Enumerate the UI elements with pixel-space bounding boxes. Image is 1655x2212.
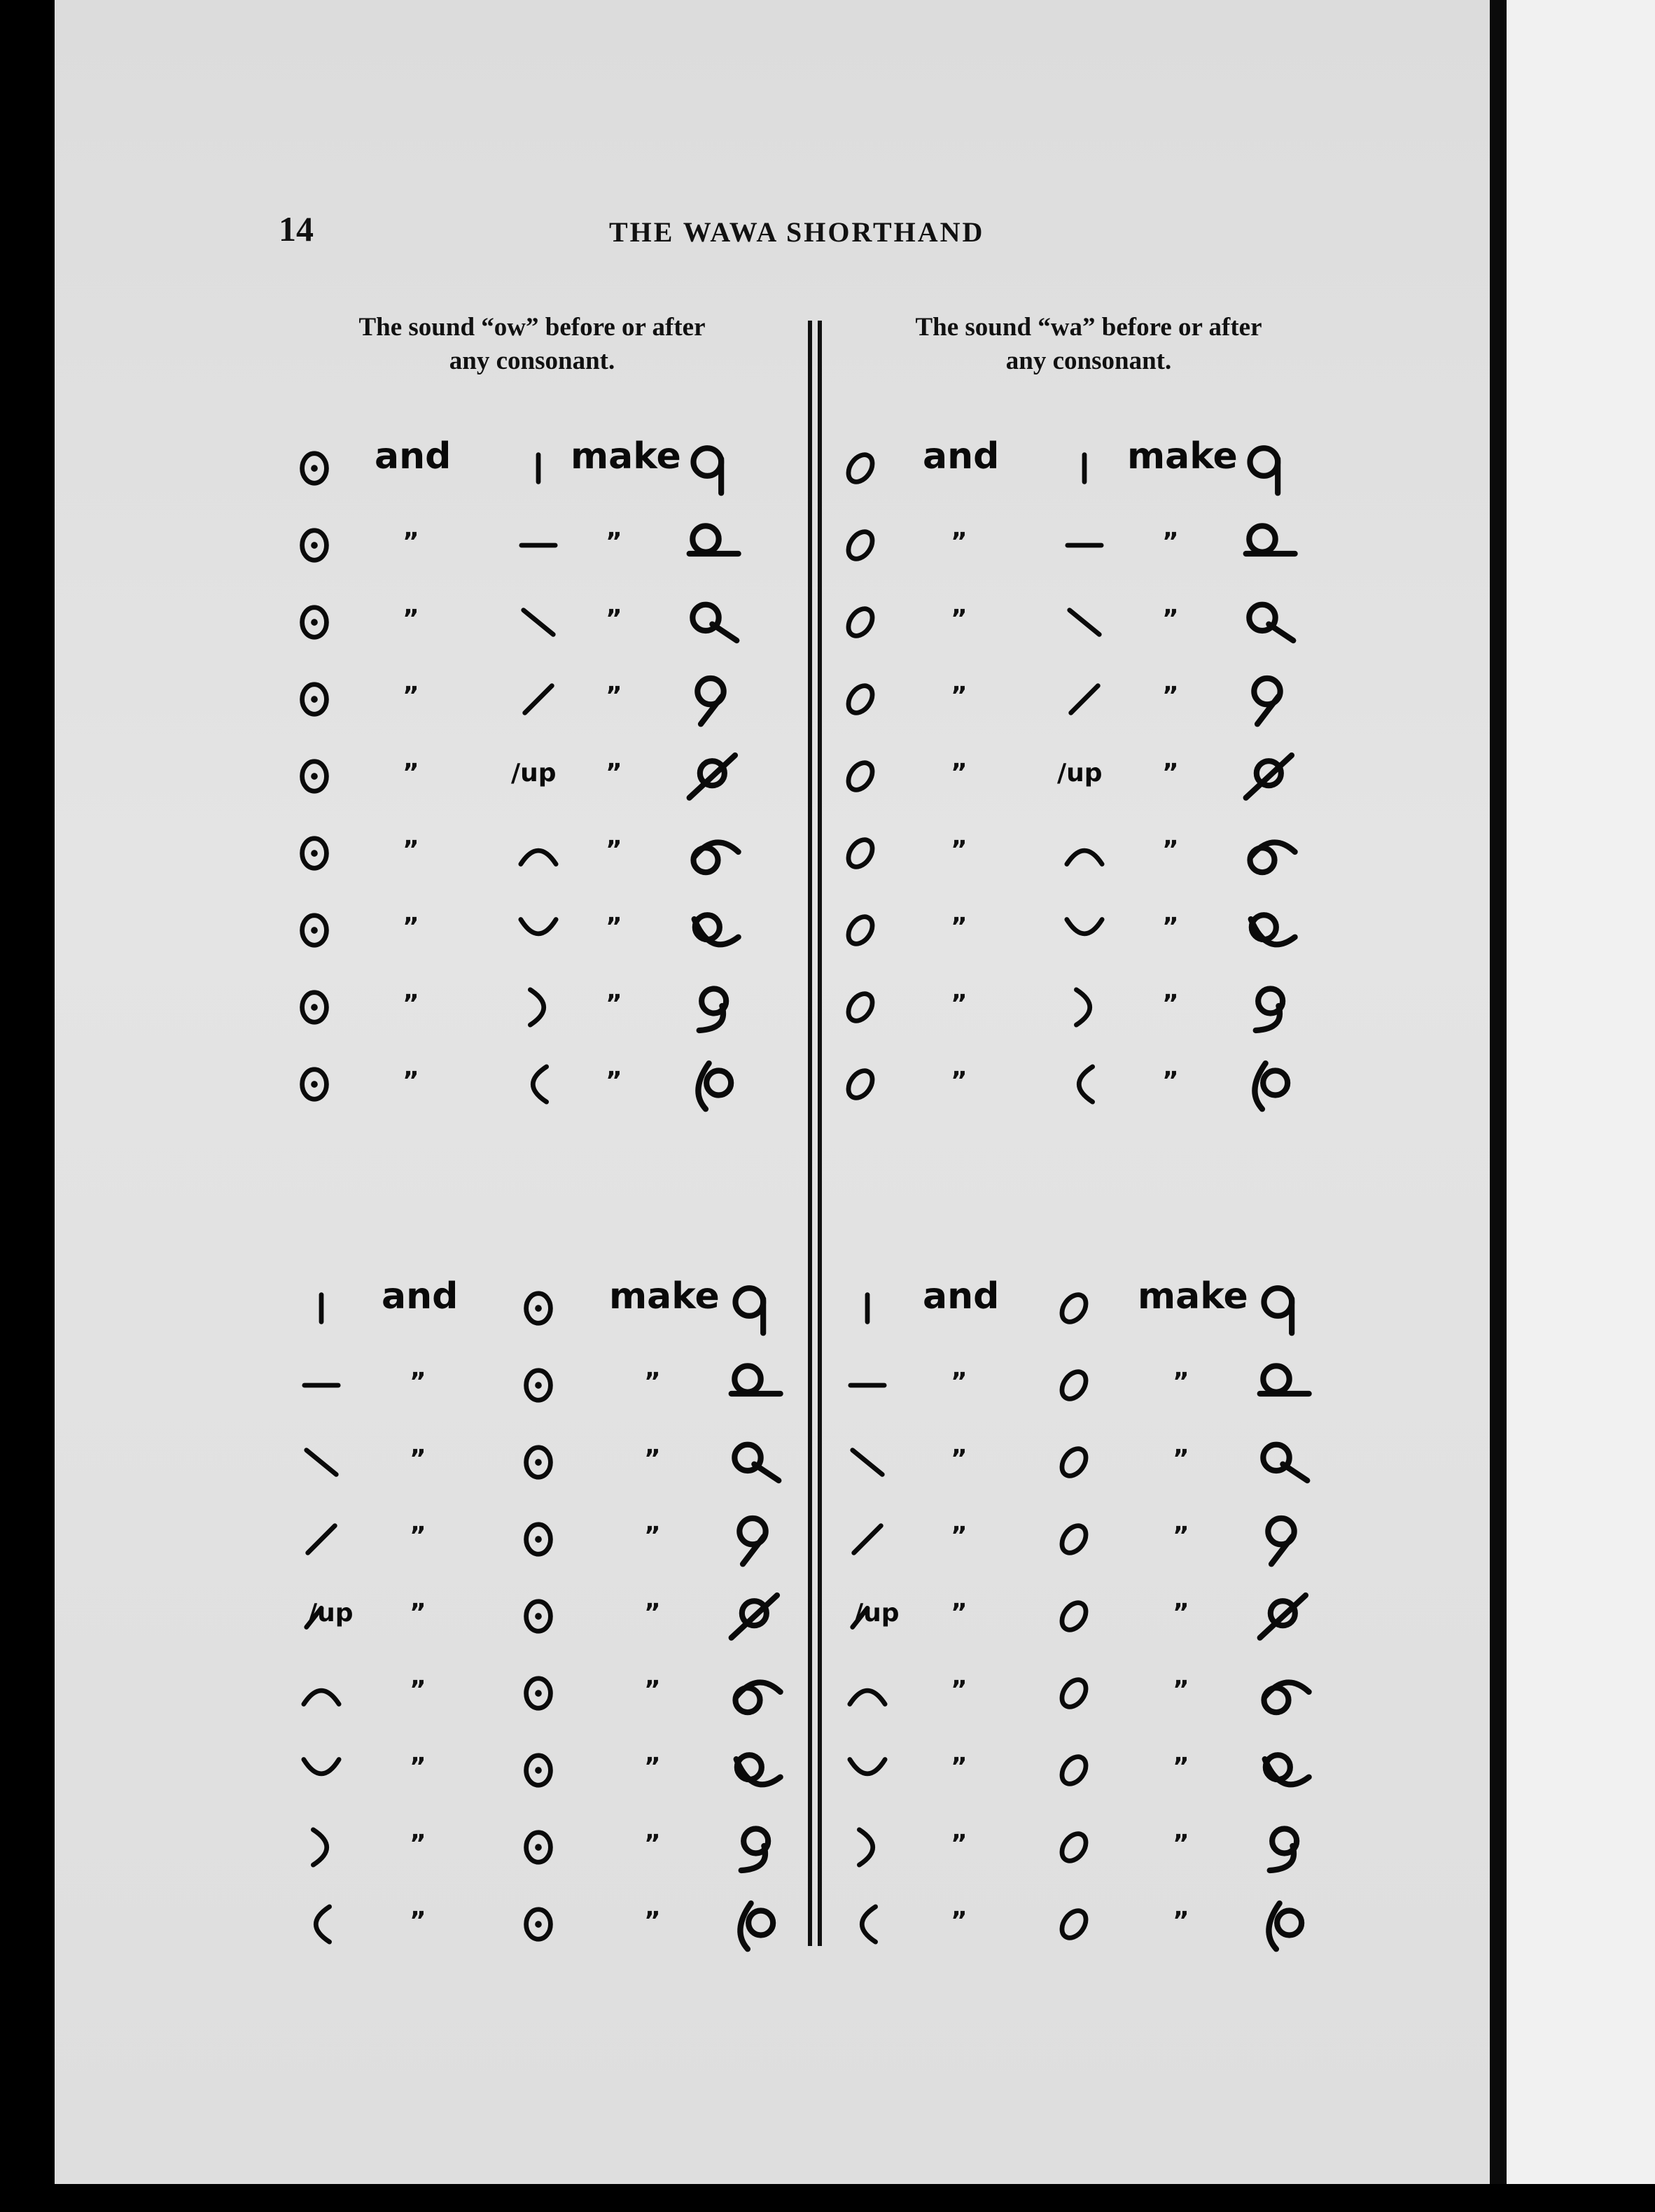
ditto-mark: ” xyxy=(644,1599,661,1628)
slanted-circle-symbol xyxy=(840,756,881,797)
ditto-mark: ” xyxy=(951,1753,968,1782)
left-curve-symbol xyxy=(301,1904,342,1945)
word-make: make xyxy=(609,1275,720,1317)
ditto-mark: ” xyxy=(410,1830,426,1858)
ditto-mark: ” xyxy=(1162,605,1179,634)
right-curve-symbol xyxy=(1064,987,1105,1028)
running-head: THE WAWA SHORTHAND xyxy=(609,216,985,248)
ditto-mark: ” xyxy=(1162,990,1179,1018)
slash-up-label: /up xyxy=(854,1599,900,1628)
ditto-mark: ” xyxy=(606,990,622,1018)
slash-up-label: /up xyxy=(308,1599,354,1628)
caption-ow xyxy=(294,311,770,378)
result-horizontal-stroke-symbol xyxy=(1243,519,1292,568)
ditto-mark: ” xyxy=(410,1368,426,1396)
ditto-mark: ” xyxy=(606,682,622,710)
slanted-circle-symbol xyxy=(840,833,881,874)
result-vertical-stroke-symbol xyxy=(1257,1282,1306,1331)
result-left-curve-symbol xyxy=(728,1898,777,1947)
backslash-stroke-symbol xyxy=(1064,602,1105,643)
ditto-mark: ” xyxy=(1173,1753,1189,1782)
ditto-mark: ” xyxy=(403,605,419,634)
result-slash-stroke-symbol xyxy=(728,1513,777,1562)
dotted-circle-symbol xyxy=(294,833,335,874)
ditto-mark: ” xyxy=(1162,682,1179,710)
result-arch-curve-symbol xyxy=(686,827,735,876)
adjacent-page xyxy=(1507,0,1655,2212)
left-curve-symbol xyxy=(518,1064,559,1105)
slanted-circle-symbol xyxy=(1054,1519,1094,1560)
slanted-circle-symbol xyxy=(840,987,881,1028)
vertical-stroke-symbol xyxy=(301,1288,342,1329)
slash-stroke-symbol xyxy=(301,1519,342,1560)
ditto-mark: ” xyxy=(606,913,622,941)
arch-curve-symbol xyxy=(847,1673,888,1714)
backslash-stroke-symbol xyxy=(518,602,559,643)
result-right-curve-symbol xyxy=(728,1821,777,1870)
result-backslash-stroke-symbol xyxy=(1257,1436,1306,1485)
right-curve-symbol xyxy=(847,1827,888,1868)
ditto-mark: ” xyxy=(410,1599,426,1628)
ditto-mark: ” xyxy=(606,528,622,556)
caption-ow-line1: The sound “ow” before or after xyxy=(358,313,706,342)
vertical-stroke-symbol xyxy=(1064,448,1105,489)
ditto-mark: ” xyxy=(951,1830,968,1858)
ditto-mark: ” xyxy=(606,836,622,864)
ditto-mark: ” xyxy=(403,528,419,556)
result-backslash-stroke-symbol xyxy=(1243,596,1292,645)
result-cup-curve-symbol xyxy=(728,1744,777,1793)
result-vertical-stroke-symbol xyxy=(686,442,735,491)
slanted-circle-symbol xyxy=(840,448,881,489)
slash-stroke-symbol xyxy=(847,1519,888,1560)
ditto-mark: ” xyxy=(1173,1907,1189,1935)
ditto-mark: ” xyxy=(410,1907,426,1935)
ditto-mark: ” xyxy=(951,1067,968,1096)
slanted-circle-symbol xyxy=(840,679,881,720)
scan-border xyxy=(0,2184,1655,2212)
slanted-circle-symbol xyxy=(1054,1288,1094,1329)
ditto-mark: ” xyxy=(1173,1522,1189,1550)
slash-up-label: /up xyxy=(1057,759,1103,788)
ditto-mark: ” xyxy=(1173,1830,1189,1858)
slanted-circle-symbol xyxy=(840,602,881,643)
ditto-mark: ” xyxy=(1173,1599,1189,1628)
ditto-mark: ” xyxy=(951,1445,968,1474)
slanted-circle-symbol xyxy=(1054,1750,1094,1791)
cup-curve-symbol xyxy=(1064,910,1105,951)
slanted-circle-symbol xyxy=(1054,1442,1094,1483)
word-make: make xyxy=(571,435,681,477)
slanted-circle-symbol xyxy=(1054,1365,1094,1406)
ditto-mark: ” xyxy=(644,1753,661,1782)
result-arch-curve-symbol xyxy=(1243,827,1292,876)
slash-up-label: /up xyxy=(511,759,557,788)
result-cup-curve-symbol xyxy=(686,904,735,953)
result-left-curve-symbol xyxy=(686,1058,735,1107)
ditto-mark: ” xyxy=(1173,1368,1189,1396)
right-curve-symbol xyxy=(518,987,559,1028)
left-curve-symbol xyxy=(847,1904,888,1945)
cup-curve-symbol xyxy=(847,1750,888,1791)
ditto-mark: ” xyxy=(403,759,419,788)
dotted-circle-symbol xyxy=(518,1827,559,1868)
ditto-mark: ” xyxy=(606,605,622,634)
result-arch-curve-symbol xyxy=(1257,1667,1306,1716)
right-curve-symbol xyxy=(301,1827,342,1868)
ditto-mark: ” xyxy=(951,1368,968,1396)
slash-stroke-symbol xyxy=(518,679,559,720)
result-slash-stroke-symbol xyxy=(1257,1513,1306,1562)
slanted-circle-symbol xyxy=(840,525,881,566)
caption-wa-line2: any consonant. xyxy=(1005,346,1172,375)
result-backslash-stroke-symbol xyxy=(686,596,735,645)
vertical-stroke-symbol xyxy=(518,448,559,489)
page-edge-shadow xyxy=(1490,0,1507,2184)
caption-wa-line1: The sound “wa” before or after xyxy=(915,313,1262,342)
result-cup-curve-symbol xyxy=(1257,1744,1306,1793)
ditto-mark: ” xyxy=(410,1753,426,1782)
ditto-mark: ” xyxy=(951,1676,968,1704)
slanted-circle-symbol xyxy=(1054,1904,1094,1945)
backslash-stroke-symbol xyxy=(301,1442,342,1483)
ditto-mark: ” xyxy=(1162,1067,1179,1096)
result-slash-up-stroke-symbol xyxy=(728,1590,777,1639)
ditto-mark: ” xyxy=(410,1445,426,1474)
ditto-mark: ” xyxy=(951,605,968,634)
word-make: make xyxy=(1127,435,1238,477)
dotted-circle-symbol xyxy=(518,1904,559,1945)
dotted-circle-symbol xyxy=(518,1596,559,1637)
dotted-circle-symbol xyxy=(518,1519,559,1560)
result-horizontal-stroke-symbol xyxy=(686,519,735,568)
ditto-mark: ” xyxy=(606,1067,622,1096)
ditto-mark: ” xyxy=(403,682,419,710)
dotted-circle-symbol xyxy=(518,1442,559,1483)
backslash-stroke-symbol xyxy=(847,1442,888,1483)
slanted-circle-symbol xyxy=(1054,1827,1094,1868)
result-slash-stroke-symbol xyxy=(686,673,735,722)
result-slash-up-stroke-symbol xyxy=(1243,750,1292,799)
ditto-mark: ” xyxy=(410,1676,426,1704)
dotted-circle-symbol xyxy=(294,525,335,566)
ditto-mark: ” xyxy=(644,1522,661,1550)
ditto-mark: ” xyxy=(644,1830,661,1858)
word-and: and xyxy=(923,435,1000,477)
page-number: 14 xyxy=(279,209,314,248)
result-arch-curve-symbol xyxy=(728,1667,777,1716)
dotted-circle-symbol xyxy=(518,1750,559,1791)
slanted-circle-symbol xyxy=(840,1064,881,1105)
word-and: and xyxy=(382,1275,459,1317)
horizontal-stroke-symbol xyxy=(847,1365,888,1406)
ditto-mark: ” xyxy=(951,1522,968,1550)
ditto-mark: ” xyxy=(951,528,968,556)
result-cup-curve-symbol xyxy=(1243,904,1292,953)
ditto-mark: ” xyxy=(644,1676,661,1704)
ditto-mark: ” xyxy=(1162,759,1179,788)
ditto-mark: ” xyxy=(951,1907,968,1935)
result-horizontal-stroke-symbol xyxy=(1257,1359,1306,1408)
ditto-mark: ” xyxy=(403,990,419,1018)
dotted-circle-symbol xyxy=(294,448,335,489)
ditto-mark: ” xyxy=(644,1907,661,1935)
ditto-mark: ” xyxy=(644,1368,661,1396)
column-divider-right xyxy=(818,321,822,1946)
slash-stroke-symbol xyxy=(1064,679,1105,720)
ditto-mark: ” xyxy=(403,1067,419,1096)
dotted-circle-symbol xyxy=(294,1064,335,1105)
result-horizontal-stroke-symbol xyxy=(728,1359,777,1408)
result-left-curve-symbol xyxy=(1243,1058,1292,1107)
ditto-mark: ” xyxy=(951,759,968,788)
word-make: make xyxy=(1138,1275,1248,1317)
slanted-circle-symbol xyxy=(840,910,881,951)
result-right-curve-symbol xyxy=(1257,1821,1306,1870)
result-slash-stroke-symbol xyxy=(1243,673,1292,722)
arch-curve-symbol xyxy=(518,833,559,874)
ditto-mark: ” xyxy=(951,836,968,864)
result-left-curve-symbol xyxy=(1257,1898,1306,1947)
cup-curve-symbol xyxy=(301,1750,342,1791)
dotted-circle-symbol xyxy=(294,910,335,951)
dotted-circle-symbol xyxy=(294,987,335,1028)
caption-ow-line2: any consonant. xyxy=(449,346,615,375)
dotted-circle-symbol xyxy=(518,1673,559,1714)
dotted-circle-symbol xyxy=(294,756,335,797)
ditto-mark: ” xyxy=(1162,836,1179,864)
ditto-mark: ” xyxy=(951,1599,968,1628)
result-right-curve-symbol xyxy=(686,981,735,1030)
dotted-circle-symbol xyxy=(294,679,335,720)
result-vertical-stroke-symbol xyxy=(1243,442,1292,491)
slanted-circle-symbol xyxy=(1054,1673,1094,1714)
horizontal-stroke-symbol xyxy=(1064,525,1105,566)
arch-curve-symbol xyxy=(301,1673,342,1714)
vertical-stroke-symbol xyxy=(847,1288,888,1329)
arch-curve-symbol xyxy=(1064,833,1105,874)
ditto-mark: ” xyxy=(1173,1676,1189,1704)
ditto-mark: ” xyxy=(410,1522,426,1550)
caption-wa xyxy=(851,311,1327,378)
column-divider-left xyxy=(808,321,812,1946)
ditto-mark: ” xyxy=(606,759,622,788)
cup-curve-symbol xyxy=(518,910,559,951)
dotted-circle-symbol xyxy=(294,602,335,643)
left-curve-symbol xyxy=(1064,1064,1105,1105)
ditto-mark: ” xyxy=(644,1445,661,1474)
dotted-circle-symbol xyxy=(518,1365,559,1406)
result-right-curve-symbol xyxy=(1243,981,1292,1030)
dotted-circle-symbol xyxy=(518,1288,559,1329)
word-and: and xyxy=(375,435,452,477)
ditto-mark: ” xyxy=(403,836,419,864)
result-slash-up-stroke-symbol xyxy=(1257,1590,1306,1639)
ditto-mark: ” xyxy=(951,990,968,1018)
ditto-mark: ” xyxy=(1162,528,1179,556)
result-vertical-stroke-symbol xyxy=(728,1282,777,1331)
ditto-mark: ” xyxy=(951,913,968,941)
result-slash-up-stroke-symbol xyxy=(686,750,735,799)
result-backslash-stroke-symbol xyxy=(728,1436,777,1485)
horizontal-stroke-symbol xyxy=(301,1365,342,1406)
ditto-mark: ” xyxy=(951,682,968,710)
ditto-mark: ” xyxy=(403,913,419,941)
ditto-mark: ” xyxy=(1162,913,1179,941)
ditto-mark: ” xyxy=(1173,1445,1189,1474)
horizontal-stroke-symbol xyxy=(518,525,559,566)
word-and: and xyxy=(923,1275,1000,1317)
slanted-circle-symbol xyxy=(1054,1596,1094,1637)
